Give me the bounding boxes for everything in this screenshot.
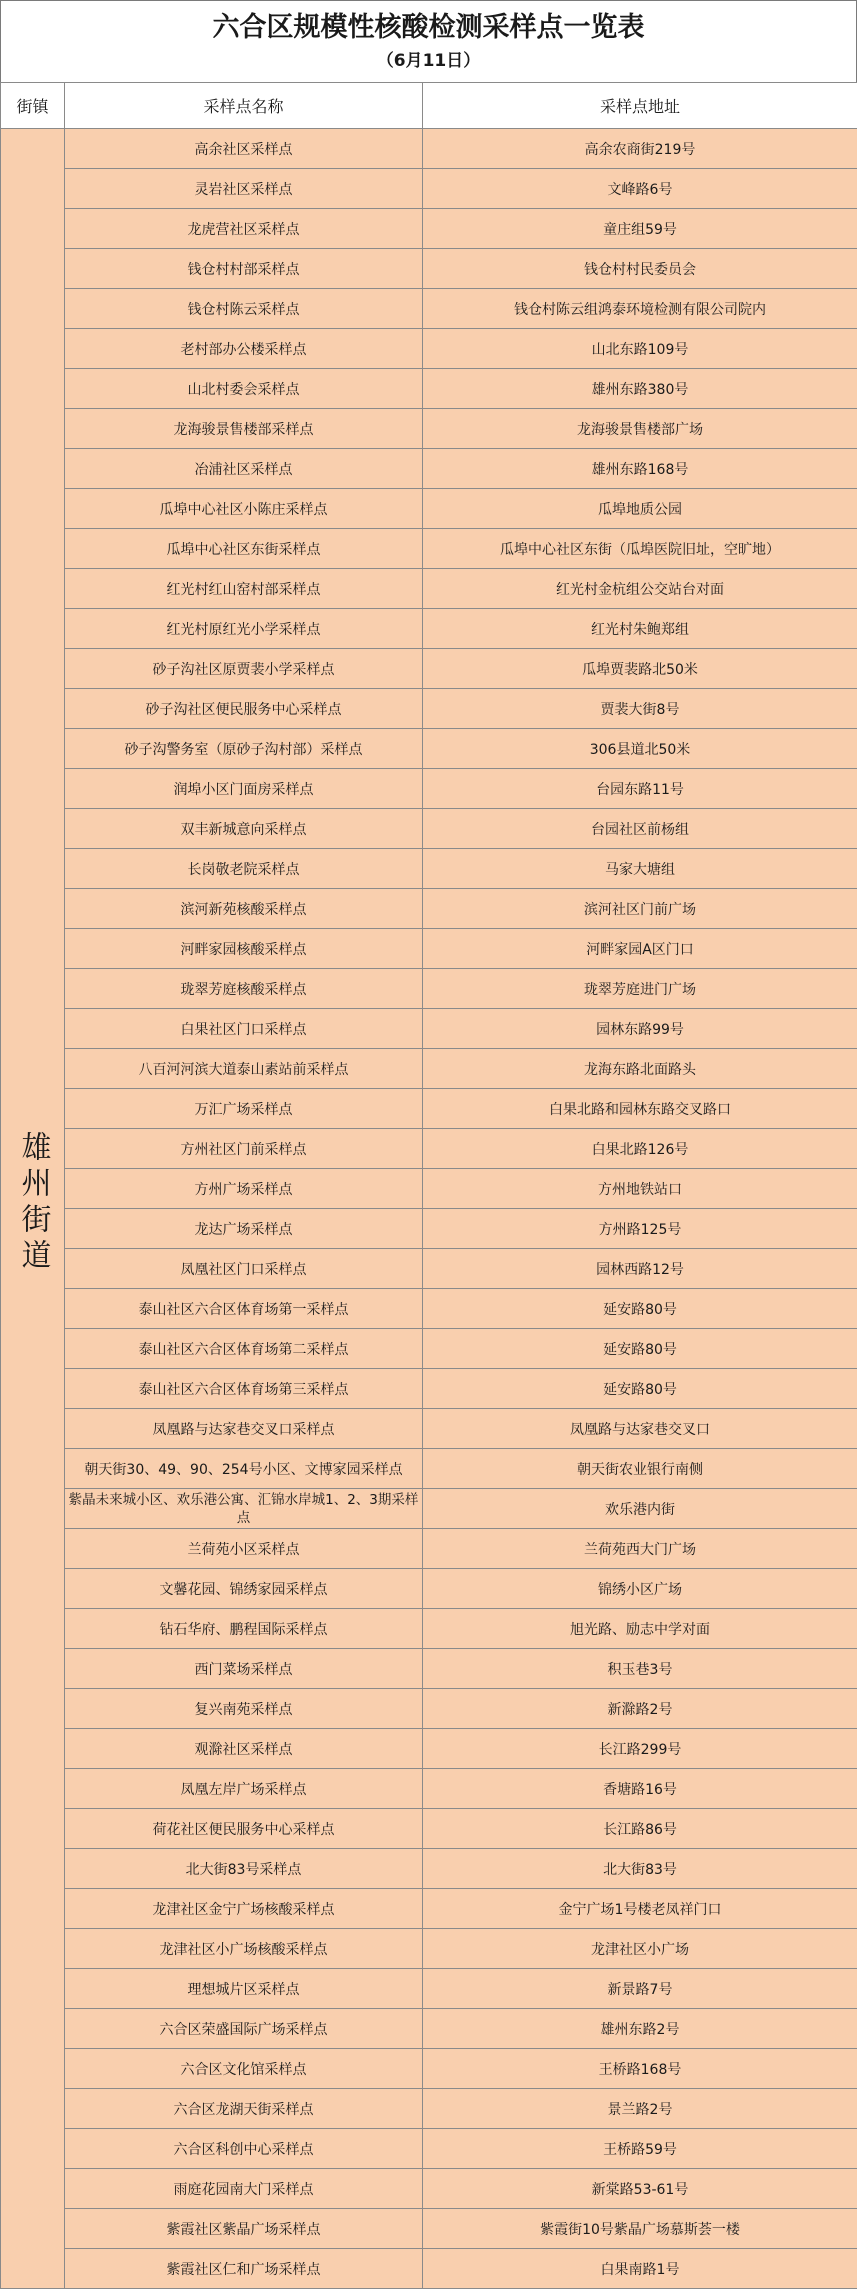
table-row bbox=[1, 449, 857, 489]
table-row bbox=[1, 289, 857, 329]
site-address-cell: 白果北路和园林东路交叉路口 bbox=[423, 1089, 857, 1129]
table-row bbox=[1, 929, 857, 969]
site-name-cell: 瓜埠中心社区小陈庄采样点 bbox=[65, 489, 423, 529]
site-address-cell: 文峰路6号 bbox=[423, 169, 857, 209]
column-header-site-address: 采样点地址 bbox=[423, 83, 857, 129]
site-address-cell: 新滁路2号 bbox=[423, 1689, 857, 1729]
table-row bbox=[1, 769, 857, 809]
table-row bbox=[1, 1849, 857, 1889]
site-address-cell: 延安路80号 bbox=[423, 1289, 857, 1329]
site-name-cell: 观滁社区采样点 bbox=[65, 1729, 423, 1769]
table-row bbox=[1, 1929, 857, 1969]
site-name-cell: 泰山社区六合区体育场第一采样点 bbox=[65, 1289, 423, 1329]
site-address-cell: 钱仓村陈云组鸿泰环境检测有限公司院内 bbox=[423, 289, 857, 329]
table-row bbox=[1, 1409, 857, 1449]
site-address-cell: 旭光路、励志中学对面 bbox=[423, 1609, 857, 1649]
table-row bbox=[1, 1969, 857, 2009]
table-row bbox=[1, 1569, 857, 1609]
site-name-cell: 雨庭花园南大门采样点 bbox=[65, 2169, 423, 2209]
table-row bbox=[1, 1049, 857, 1089]
site-address-cell: 白果南路1号 bbox=[423, 2249, 857, 2289]
table-header-row bbox=[1, 83, 857, 129]
site-name-cell: 砂子沟社区便民服务中心采样点 bbox=[65, 689, 423, 729]
site-name-cell: 砂子沟警务室（原砂子沟村部）采样点 bbox=[65, 729, 423, 769]
site-name-cell: 复兴南苑采样点 bbox=[65, 1689, 423, 1729]
site-address-cell: 马家大塘组 bbox=[423, 849, 857, 889]
site-name-cell: 泰山社区六合区体育场第三采样点 bbox=[65, 1369, 423, 1409]
site-name-cell: 长岗敬老院采样点 bbox=[65, 849, 423, 889]
site-address-cell: 新景路7号 bbox=[423, 1969, 857, 2009]
table-row bbox=[1, 729, 857, 769]
site-address-cell: 童庄组59号 bbox=[423, 209, 857, 249]
site-address-cell: 滨河社区门前广场 bbox=[423, 889, 857, 929]
table-row bbox=[1, 1449, 857, 1489]
site-name-cell: 文馨花园、锦绣家园采样点 bbox=[65, 1569, 423, 1609]
site-name-cell: 西门菜场采样点 bbox=[65, 1649, 423, 1689]
site-address-cell: 新棠路53-61号 bbox=[423, 2169, 857, 2209]
table-row bbox=[1, 129, 857, 169]
table-row bbox=[1, 609, 857, 649]
table-row bbox=[1, 1009, 857, 1049]
site-name-cell: 龙达广场采样点 bbox=[65, 1209, 423, 1249]
site-name-cell: 紫霞社区仁和广场采样点 bbox=[65, 2249, 423, 2289]
site-name-cell: 八百河河滨大道泰山素站前采样点 bbox=[65, 1049, 423, 1089]
site-name-cell: 龙虎营社区采样点 bbox=[65, 209, 423, 249]
site-name-cell: 万汇广场采样点 bbox=[65, 1089, 423, 1129]
site-address-cell: 钱仓村村民委员会 bbox=[423, 249, 857, 289]
site-name-cell: 龙津社区金宁广场核酸采样点 bbox=[65, 1889, 423, 1929]
site-address-cell: 兰荷苑西大门广场 bbox=[423, 1529, 857, 1569]
site-address-cell: 瓜埠中心社区东街（瓜埠医院旧址，空旷地） bbox=[423, 529, 857, 569]
site-name-cell: 高余社区采样点 bbox=[65, 129, 423, 169]
table-row bbox=[1, 1289, 857, 1329]
site-address-cell: 积玉巷3号 bbox=[423, 1649, 857, 1689]
table-row bbox=[1, 409, 857, 449]
table-row bbox=[1, 169, 857, 209]
site-address-cell: 瓜埠贾裴路北50米 bbox=[423, 649, 857, 689]
table-row bbox=[1, 1129, 857, 1169]
site-name-cell: 钱仓村陈云采样点 bbox=[65, 289, 423, 329]
site-address-cell: 高余农商街219号 bbox=[423, 129, 857, 169]
street-cell bbox=[1, 129, 65, 2289]
site-address-cell: 香塘路16号 bbox=[423, 1769, 857, 1809]
site-name-cell: 兰荷苑小区采样点 bbox=[65, 1529, 423, 1569]
table-row bbox=[1, 809, 857, 849]
site-name-cell: 滨河新苑核酸采样点 bbox=[65, 889, 423, 929]
site-address-cell: 王桥路168号 bbox=[423, 2049, 857, 2089]
table-row bbox=[1, 1689, 857, 1729]
site-address-cell: 台园东路11号 bbox=[423, 769, 857, 809]
table-row bbox=[1, 1609, 857, 1649]
page-title: 六合区规模性核酸检测采样点一览表 bbox=[1, 1, 856, 49]
site-address-cell: 珑翠芳庭进门广场 bbox=[423, 969, 857, 1009]
site-address-cell: 欢乐港内街 bbox=[423, 1489, 857, 1529]
site-address-cell: 凤凰路与达家巷交叉口 bbox=[423, 1409, 857, 1449]
table-row bbox=[1, 1649, 857, 1689]
table-row bbox=[1, 889, 857, 929]
table-row bbox=[1, 1209, 857, 1249]
site-address-cell: 延安路80号 bbox=[423, 1329, 857, 1369]
page-subtitle: （6月11日） bbox=[1, 49, 856, 73]
site-name-cell: 凤凰左岸广场采样点 bbox=[65, 1769, 423, 1809]
table-body bbox=[1, 129, 857, 2289]
site-address-cell: 红光村朱鲍郑组 bbox=[423, 609, 857, 649]
site-address-cell: 长江路86号 bbox=[423, 1809, 857, 1849]
site-name-cell: 六合区荣盛国际广场采样点 bbox=[65, 2009, 423, 2049]
table-row bbox=[1, 649, 857, 689]
site-name-cell: 朝天街30、49、90、254号小区、文博家园采样点 bbox=[65, 1449, 423, 1489]
site-name-cell: 老村部办公楼采样点 bbox=[65, 329, 423, 369]
site-name-cell: 珑翠芳庭核酸采样点 bbox=[65, 969, 423, 1009]
table-row bbox=[1, 2249, 857, 2289]
table-row bbox=[1, 2009, 857, 2049]
table-row bbox=[1, 569, 857, 609]
column-header-site-name: 采样点名称 bbox=[65, 83, 423, 129]
site-name-cell: 龙海骏景售楼部采样点 bbox=[65, 409, 423, 449]
site-name-cell: 泰山社区六合区体育场第二采样点 bbox=[65, 1329, 423, 1369]
table-row bbox=[1, 329, 857, 369]
site-name-cell: 灵岩社区采样点 bbox=[65, 169, 423, 209]
street-name: 雄州街道 bbox=[13, 1131, 53, 1275]
site-address-cell: 金宁广场1号楼老凤祥门口 bbox=[423, 1889, 857, 1929]
table-row bbox=[1, 369, 857, 409]
table-row bbox=[1, 1369, 857, 1409]
site-address-cell: 雄州东路2号 bbox=[423, 2009, 857, 2049]
site-address-cell: 河畔家园A区门口 bbox=[423, 929, 857, 969]
site-name-cell: 凤凰路与达家巷交叉口采样点 bbox=[65, 1409, 423, 1449]
table-row bbox=[1, 209, 857, 249]
table-row bbox=[1, 2169, 857, 2209]
table-row bbox=[1, 2129, 857, 2169]
table-row bbox=[1, 2209, 857, 2249]
site-name-cell: 河畔家园核酸采样点 bbox=[65, 929, 423, 969]
site-name-cell: 紫晶未来城小区、欢乐港公寓、汇锦水岸城1、2、3期采样点 bbox=[65, 1489, 423, 1529]
site-address-cell: 306县道北50米 bbox=[423, 729, 857, 769]
site-name-cell: 荷花社区便民服务中心采样点 bbox=[65, 1809, 423, 1849]
table-row bbox=[1, 1169, 857, 1209]
site-address-cell: 朝天街农业银行南侧 bbox=[423, 1449, 857, 1489]
table-row bbox=[1, 1769, 857, 1809]
site-name-cell: 龙津社区小广场核酸采样点 bbox=[65, 1929, 423, 1969]
site-name-cell: 北大街83号采样点 bbox=[65, 1849, 423, 1889]
table-row bbox=[1, 249, 857, 289]
site-address-cell: 龙海骏景售楼部广场 bbox=[423, 409, 857, 449]
site-address-cell: 锦绣小区广场 bbox=[423, 1569, 857, 1609]
site-address-cell: 龙海东路北面路头 bbox=[423, 1049, 857, 1089]
table-row bbox=[1, 1249, 857, 1289]
column-header-street: 街镇 bbox=[1, 83, 65, 129]
site-name-cell: 红光村原红光小学采样点 bbox=[65, 609, 423, 649]
site-name-cell: 理想城片区采样点 bbox=[65, 1969, 423, 2009]
table-row bbox=[1, 1329, 857, 1369]
site-name-cell: 紫霞社区紫晶广场采样点 bbox=[65, 2209, 423, 2249]
site-name-cell: 瓜埠中心社区东街采样点 bbox=[65, 529, 423, 569]
site-address-cell: 北大街83号 bbox=[423, 1849, 857, 1889]
site-name-cell: 钱仓村村部采样点 bbox=[65, 249, 423, 289]
site-address-cell: 雄州东路380号 bbox=[423, 369, 857, 409]
site-name-cell: 红光村红山窑村部采样点 bbox=[65, 569, 423, 609]
site-name-cell: 白果社区门口采样点 bbox=[65, 1009, 423, 1049]
site-address-cell: 红光村金杭组公交站台对面 bbox=[423, 569, 857, 609]
site-name-cell: 砂子沟社区原贾裴小学采样点 bbox=[65, 649, 423, 689]
site-address-cell: 白果北路126号 bbox=[423, 1129, 857, 1169]
site-name-cell: 六合区科创中心采样点 bbox=[65, 2129, 423, 2169]
table-row bbox=[1, 1489, 857, 1529]
site-name-cell: 六合区龙湖天街采样点 bbox=[65, 2089, 423, 2129]
sampling-site-table bbox=[0, 82, 857, 2289]
site-name-cell: 润埠小区门面房采样点 bbox=[65, 769, 423, 809]
site-name-cell: 方州广场采样点 bbox=[65, 1169, 423, 1209]
site-address-cell: 紫霞街10号紫晶广场慕斯荟一楼 bbox=[423, 2209, 857, 2249]
site-address-cell: 台园社区前杨组 bbox=[423, 809, 857, 849]
site-address-cell: 园林东路99号 bbox=[423, 1009, 857, 1049]
table-row bbox=[1, 1089, 857, 1129]
table-row bbox=[1, 529, 857, 569]
table-row bbox=[1, 1529, 857, 1569]
site-name-cell: 山北村委会采样点 bbox=[65, 369, 423, 409]
table-row bbox=[1, 1729, 857, 1769]
site-name-cell: 冶浦社区采样点 bbox=[65, 449, 423, 489]
site-address-cell: 王桥路59号 bbox=[423, 2129, 857, 2169]
site-name-cell: 六合区文化馆采样点 bbox=[65, 2049, 423, 2089]
table-row bbox=[1, 1889, 857, 1929]
site-address-cell: 园林西路12号 bbox=[423, 1249, 857, 1289]
table-row bbox=[1, 969, 857, 1009]
site-address-cell: 瓜埠地质公园 bbox=[423, 489, 857, 529]
table-row bbox=[1, 2089, 857, 2129]
table-row bbox=[1, 849, 857, 889]
site-name-cell: 方州社区门前采样点 bbox=[65, 1129, 423, 1169]
site-address-cell: 山北东路109号 bbox=[423, 329, 857, 369]
site-address-cell: 方州路125号 bbox=[423, 1209, 857, 1249]
site-address-cell: 雄州东路168号 bbox=[423, 449, 857, 489]
table-row bbox=[1, 2049, 857, 2089]
site-address-cell: 方州地铁站口 bbox=[423, 1169, 857, 1209]
site-address-cell: 延安路80号 bbox=[423, 1369, 857, 1409]
site-address-cell: 贾裴大街8号 bbox=[423, 689, 857, 729]
site-name-cell: 双丰新城意向采样点 bbox=[65, 809, 423, 849]
site-name-cell: 钻石华府、鹏程国际采样点 bbox=[65, 1609, 423, 1649]
site-address-cell: 景兰路2号 bbox=[423, 2089, 857, 2129]
table-row bbox=[1, 1809, 857, 1849]
site-address-cell: 龙津社区小广场 bbox=[423, 1929, 857, 1969]
site-address-cell: 长江路299号 bbox=[423, 1729, 857, 1769]
table-row bbox=[1, 489, 857, 529]
site-name-cell: 凤凰社区门口采样点 bbox=[65, 1249, 423, 1289]
table-row bbox=[1, 689, 857, 729]
title-area bbox=[0, 0, 857, 82]
